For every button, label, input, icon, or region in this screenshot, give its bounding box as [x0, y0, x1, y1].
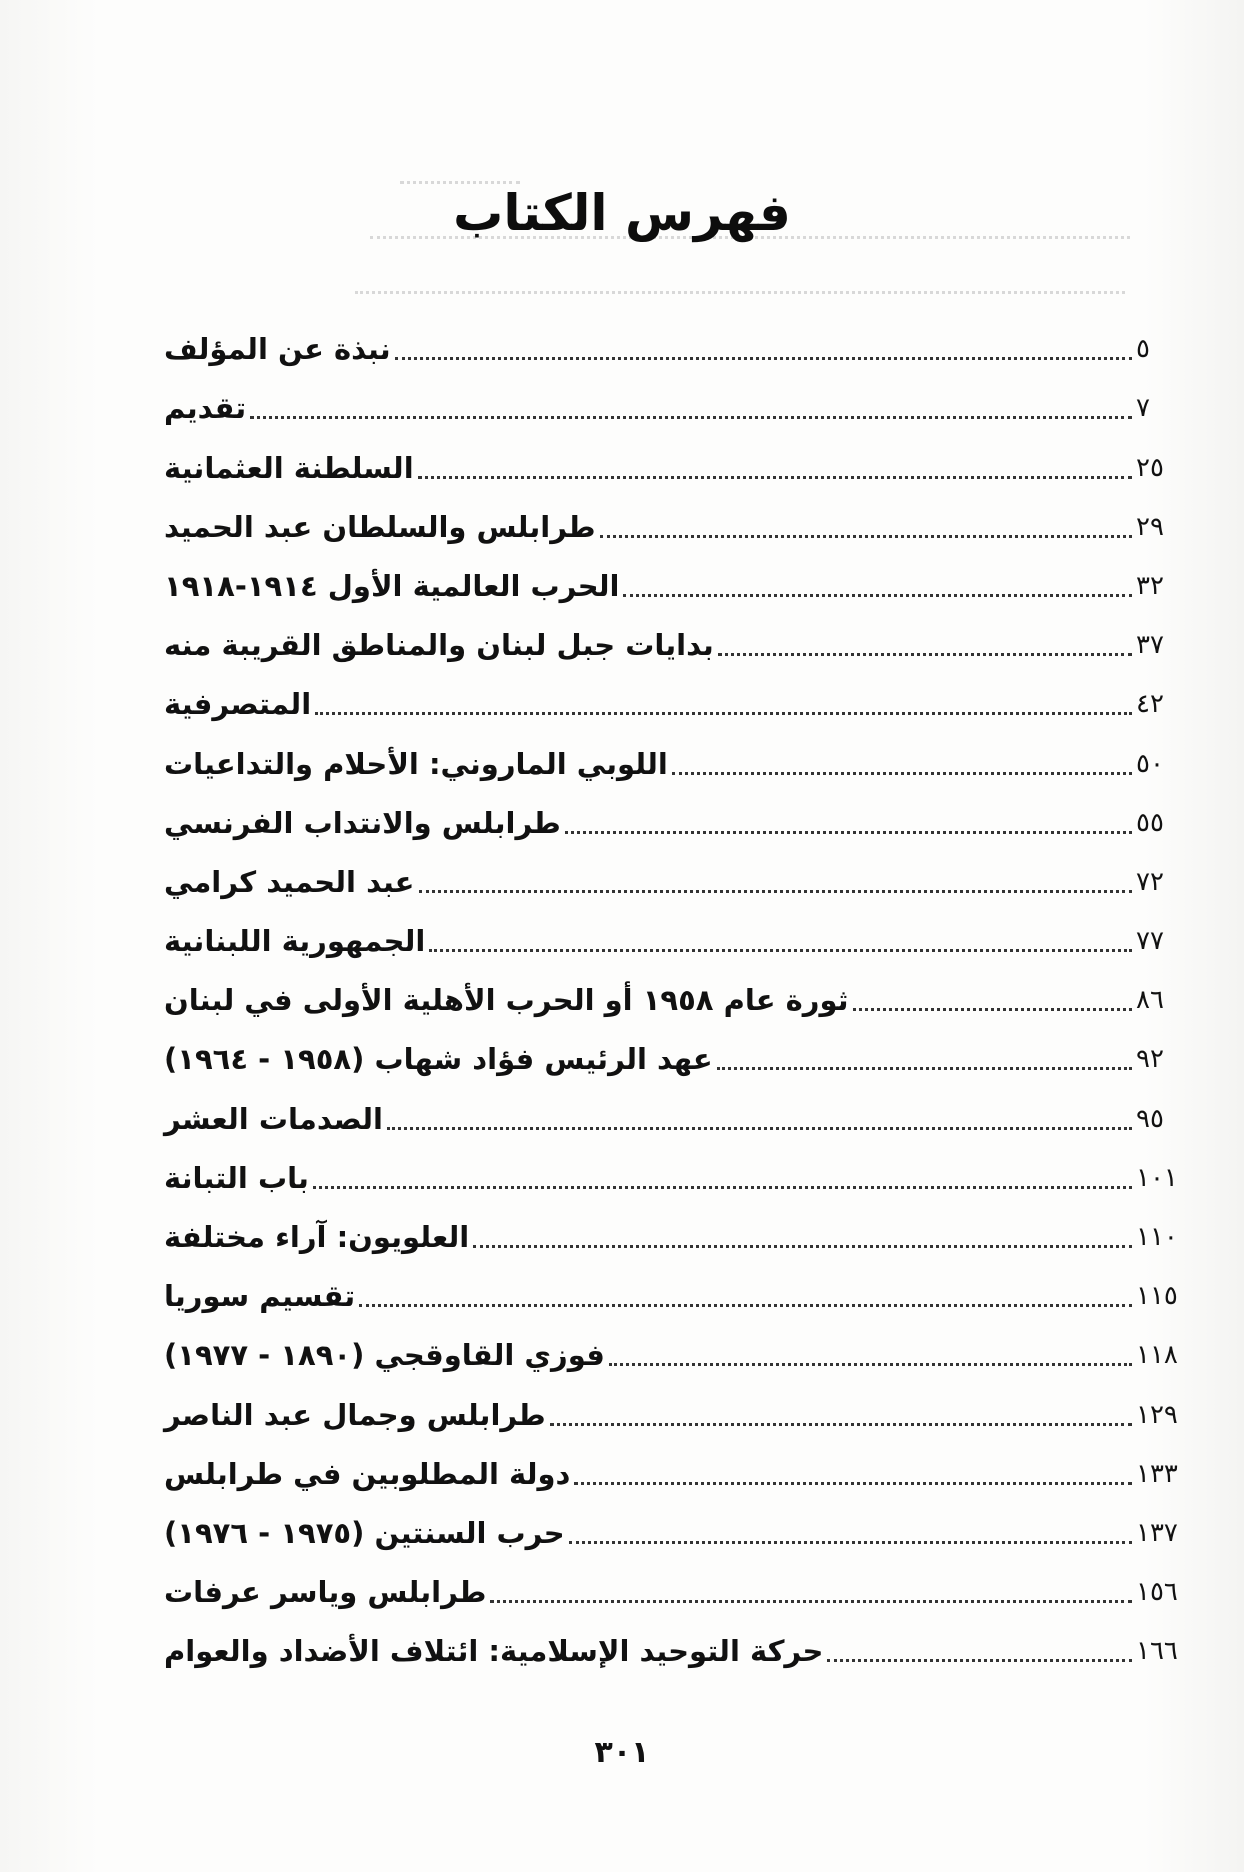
toc-entry-title: عبد الحميد كرامي: [164, 864, 415, 899]
toc-entry-page: ١١٥: [1136, 1281, 1178, 1312]
dot-leader: [550, 1422, 1132, 1426]
toc-entry-title: الصدمات العشر: [164, 1101, 383, 1136]
toc-entry: [160, 784, 1200, 843]
dot-leader: [623, 593, 1132, 597]
dot-leader: [315, 711, 1132, 715]
toc-entry-page: ١٢٩: [1136, 1399, 1178, 1430]
toc-entry: [160, 902, 1200, 961]
toc-entry-page: ١٣٧: [1136, 1517, 1178, 1548]
dot-leader: [387, 1126, 1132, 1130]
toc-entry-page: ١١٠: [1136, 1222, 1178, 1252]
toc-entry-page: ٥: [1136, 334, 1150, 365]
toc-entry-title: ثورة عام ١٩٥٨ أو الحرب الأهلية الأولى في لبنان: [164, 983, 849, 1018]
toc-entry: [160, 1612, 1200, 1671]
toc-entry-title: نبذة عن المؤلف: [164, 332, 391, 367]
toc-entry-page: ٩٥: [1136, 1103, 1164, 1134]
dot-leader: [418, 475, 1132, 479]
toc-entry-title: عهد الرئيس فؤاد شهاب (١٩٥٨ - ١٩٦٤): [164, 1042, 713, 1077]
toc-entry-page: ١١٨: [1136, 1340, 1178, 1371]
toc-entry-page: ١٦٦: [1136, 1636, 1178, 1667]
toc-entry: [160, 310, 1200, 369]
toc-entry-title: تقسيم سوريا: [164, 1279, 356, 1314]
dot-leader: [565, 830, 1132, 834]
toc-entry: [160, 665, 1200, 724]
toc-entry: [160, 369, 1200, 428]
toc-entry: [160, 1553, 1200, 1612]
dot-leader: [429, 948, 1132, 952]
dot-leader: [672, 771, 1132, 775]
toc-entry-title: اللوبي الماروني: الأحلام والتداعيات: [164, 746, 668, 781]
toc-entry: [160, 1257, 1200, 1316]
toc-entry-page: ٧٧: [1136, 926, 1164, 957]
toc-entry-title: العلويون: آراء مختلفة: [164, 1220, 470, 1254]
toc-entry-title: باب التبانة: [164, 1160, 309, 1195]
toc-entry-title: الجمهورية اللبنانية: [164, 924, 426, 959]
toc-entry-page: ١٣٣: [1136, 1458, 1178, 1489]
toc-entry-title: المتصرفية: [164, 687, 312, 722]
dot-leader: [853, 1007, 1132, 1011]
dot-leader: [600, 534, 1132, 538]
toc-entry: [160, 547, 1200, 606]
dot-leader: [717, 1066, 1132, 1070]
toc-entry: [160, 1020, 1200, 1079]
toc-entry: [160, 1316, 1200, 1375]
toc-entry: [160, 1494, 1200, 1553]
toc-entry: [160, 1079, 1200, 1138]
dot-leader: [609, 1362, 1132, 1366]
toc-entry: [160, 1139, 1200, 1198]
toc-entry-page: ٣٧: [1136, 630, 1164, 661]
toc-entry-title: طرابلس والانتداب الفرنسي: [164, 805, 561, 840]
dot-leader: [473, 1244, 1132, 1248]
toc-entry-title: حركة التوحيد الإسلامية: ائتلاف الأضداد والعوام: [164, 1634, 824, 1669]
toc-entry-page: ٣٢: [1136, 570, 1164, 601]
toc-entry-page: ٢٥: [1136, 452, 1164, 483]
toc-entry-page: ٩٢: [1136, 1044, 1164, 1075]
toc-entry: [160, 1375, 1200, 1434]
toc-entry-title: الحرب العالمية الأول ١٩١٤-١٩١٨: [164, 568, 620, 603]
table-of-contents: [160, 310, 1200, 1671]
dot-leader: [313, 1185, 1132, 1189]
toc-entry-title: طرابلس وجمال عبد الناصر: [164, 1397, 546, 1432]
toc-entry-title: السلطنة العثمانية: [164, 450, 414, 485]
toc-entry: [160, 1198, 1200, 1257]
toc-entry: [160, 961, 1200, 1020]
toc-entry: [160, 428, 1200, 487]
toc-entry: [160, 724, 1200, 783]
toc-entry-page: ٢٩: [1136, 511, 1164, 542]
toc-entry: [160, 843, 1200, 902]
toc-entry-page: ٧: [1136, 393, 1150, 424]
toc-entry-title: طرابلس والسلطان عبد الحميد: [164, 509, 596, 544]
toc-entry: [160, 488, 1200, 547]
toc-entry-page: ٥٥: [1136, 807, 1164, 838]
toc-entry: [160, 606, 1200, 665]
toc-entry-title: بدايات جبل لبنان والمناطق القريبة منه: [164, 628, 714, 663]
toc-entry-title: دولة المطلوبين في طرابلس: [164, 1456, 571, 1491]
bleed-through-leader: [355, 290, 1125, 294]
dot-leader: [250, 415, 1132, 419]
dot-leader: [569, 1540, 1132, 1544]
toc-entry-page: ٥٠: [1136, 748, 1164, 779]
toc-entry: [160, 1435, 1200, 1494]
dot-leader: [718, 652, 1132, 656]
dot-leader: [827, 1658, 1132, 1662]
dot-leader: [359, 1303, 1132, 1307]
toc-entry-page: ١٠١: [1136, 1162, 1178, 1193]
toc-entry-page: ٤٢: [1136, 689, 1164, 720]
dot-leader: [395, 356, 1132, 360]
page-title: فهرس الكتاب: [453, 183, 791, 242]
toc-entry-page: ١٥٦: [1136, 1577, 1178, 1608]
toc-entry-title: حرب السنتين (١٩٧٥ - ١٩٧٦): [164, 1515, 565, 1550]
toc-entry-title: طرابلس وياسر عرفات: [164, 1575, 487, 1610]
dot-leader: [419, 889, 1133, 893]
toc-entry-page: ٧٢: [1136, 866, 1164, 897]
toc-entry-title: فوزي القاوقجي (١٨٩٠ - ١٩٧٧): [164, 1338, 605, 1373]
page-number: ٣٠١: [594, 1735, 650, 1770]
dot-leader: [574, 1481, 1132, 1485]
dot-leader: [490, 1599, 1132, 1603]
toc-entry-page: ٨٦: [1136, 985, 1164, 1016]
toc-entry-title: تقديم: [164, 391, 247, 426]
